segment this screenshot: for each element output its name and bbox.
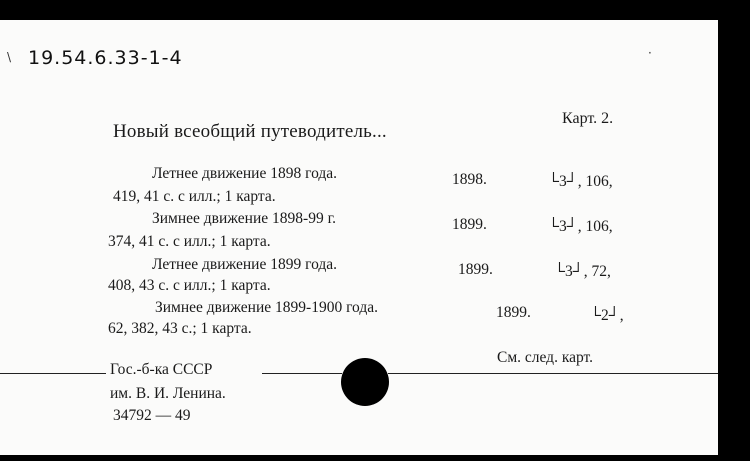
- catalog-card: [0, 20, 718, 455]
- entry-2-volume: └3┘, 106,: [548, 218, 613, 235]
- accession-number: 34792 — 49: [113, 407, 191, 424]
- entry-1-description: Летнее движение 1898 года.: [152, 165, 338, 182]
- title: Новый всеобщий путеводитель...: [113, 121, 387, 142]
- entry-1-extent: 419, 41 с. с илл.; 1 карта.: [113, 188, 276, 205]
- call-number: 19.54.6.33-1-4: [28, 47, 183, 69]
- entry-3-year: 1899.: [458, 261, 493, 278]
- library-name-2: им. В. И. Ленина.: [110, 385, 226, 402]
- entry-4-volume: └2┘,: [590, 307, 624, 324]
- entry-3-extent: 408, 43 с. с илл.; 1 карта.: [108, 277, 271, 294]
- card-number: Карт. 2.: [562, 110, 614, 127]
- divider-right: [388, 373, 718, 374]
- entry-4-year: 1899.: [496, 304, 531, 321]
- see-next-card: См. след. карт.: [497, 349, 594, 366]
- entry-3-description: Летнее движение 1899 года.: [152, 256, 338, 273]
- entry-2-year: 1899.: [452, 216, 487, 233]
- library-name: Гос.-б-ка СССР: [110, 361, 213, 378]
- entry-4-extent: 62, 382, 43 с.; 1 карта.: [108, 320, 252, 337]
- entry-1-year: 1898.: [452, 171, 487, 188]
- entry-1-volume: └3┘, 106,: [548, 173, 613, 190]
- scan-border: [718, 0, 750, 461]
- divider-middle: [262, 373, 342, 374]
- entry-2-extent: 374, 41 с. с илл.; 1 карта.: [108, 233, 271, 250]
- divider-left: [0, 373, 106, 374]
- corner-mark: ·: [648, 46, 652, 60]
- entry-2-description: Зимнее движение 1898-99 г.: [152, 210, 337, 227]
- punch-hole: [341, 358, 389, 406]
- entry-4-description: Зимнее движение 1899-1900 года.: [155, 299, 378, 316]
- corner-mark: \: [7, 50, 12, 64]
- entry-3-volume: └3┘, 72,: [554, 263, 611, 280]
